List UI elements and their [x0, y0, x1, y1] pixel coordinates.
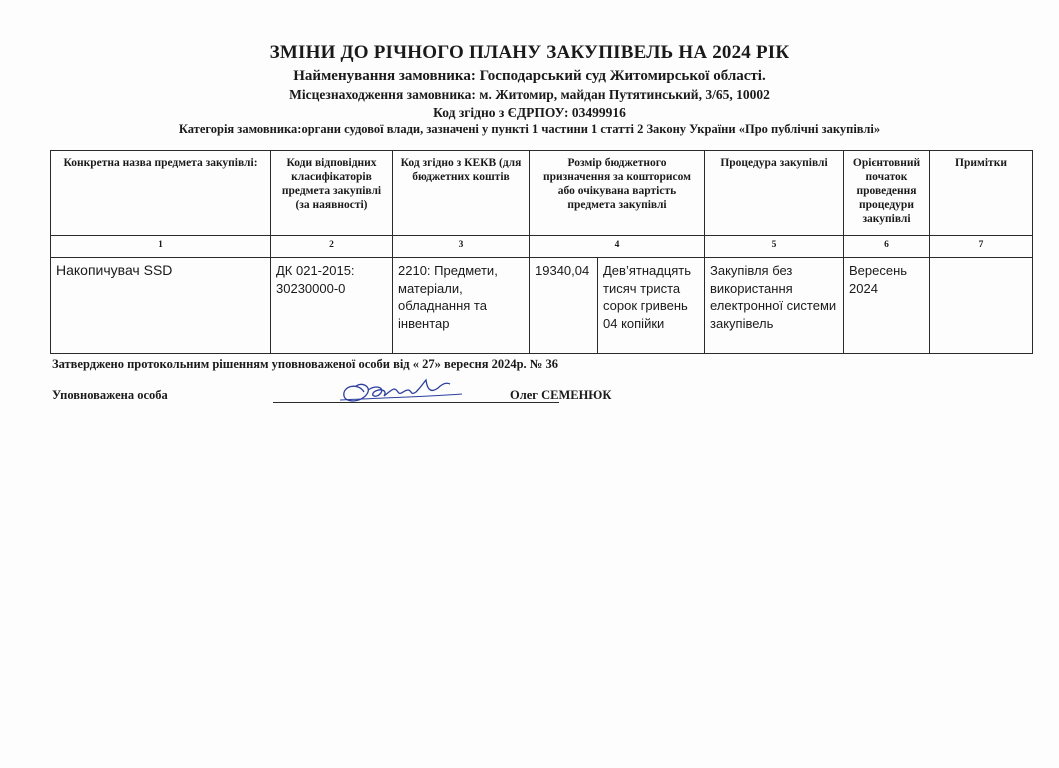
- header-notes: Примітки: [930, 151, 1033, 236]
- cell-procedure: Закупівля без використання електронної системи закупівель: [705, 258, 844, 354]
- signature-stroke: [340, 394, 462, 400]
- cell-amount: 19340,04: [530, 258, 598, 354]
- column-number: 3: [393, 236, 530, 258]
- cell-item-name: Накопичувач SSD: [51, 258, 271, 354]
- cell-classifier: ДК 021-2015: 30230000-0: [271, 258, 393, 354]
- column-number: 7: [930, 236, 1033, 258]
- edrpou-code: Код згідно з ЄДРПОУ: 03499916: [433, 105, 626, 120]
- signatory-label: Уповноважена особа: [52, 388, 168, 402]
- cell-notes: [930, 258, 1033, 354]
- column-number: 5: [705, 236, 844, 258]
- approval-statement: Затверджено протокольним рішенням уповноваженої особи від « 27» вересня 2024р. № 36: [52, 357, 558, 371]
- header-kekv-code: Код згідно з КЕКВ (для бюджетних коштів: [393, 151, 530, 236]
- signatory-name: Олег СЕМЕНЮК: [510, 388, 612, 402]
- cell-kekv: 2210: Предмети, матеріали, обладнання та інвентар: [393, 258, 530, 354]
- customer-name: Найменування замовника: Господарський суд Житомирської області.: [293, 68, 766, 84]
- column-number-row: [51, 236, 1033, 258]
- procurement-table: [50, 150, 1033, 354]
- header-classifier-codes: Коди відповідних класифікаторів предмета закупівлі (за наявності): [271, 151, 393, 236]
- column-number: 1: [51, 236, 271, 258]
- signature-block: [52, 388, 752, 408]
- header-start-date: Орієнтовний початок проведення процедури закупівлі: [844, 151, 930, 236]
- column-number: 6: [844, 236, 930, 258]
- document-title: ЗМІНИ ДО РІЧНОГО ПЛАНУ ЗАКУПІВЕЛЬ НА 2024 РІК: [269, 42, 790, 63]
- handwritten-signature: [334, 378, 474, 408]
- column-number: 2: [271, 236, 393, 258]
- customer-location: Місцезнаходження замовника: м. Житомир, майдан Путятинський, 3/65, 10002: [289, 87, 770, 102]
- signature-stroke: [368, 380, 450, 396]
- cell-start-date: Вересень 2024: [844, 258, 930, 354]
- header-item-name: Конкретна назва предмета закупівлі:: [51, 151, 271, 236]
- table-row: [51, 258, 1033, 354]
- table-header-row: [51, 151, 1033, 236]
- header-budget-amount: Розмір бюджетного призначення за кошторисом або очікувана вартість предмета закупівлі: [530, 151, 705, 236]
- header-procedure: Процедура закупівлі: [705, 151, 844, 236]
- column-number: 4: [530, 236, 705, 258]
- customer-category: Категорія замовника:органи судової влади, зазначені у пункті 1 частини 1 статті 2 Закону України «Про публічні закупівлі»: [178, 122, 881, 136]
- cell-amount-words: Дев’ятнадцять тисяч триста сорок гривень 04 копійки: [598, 258, 705, 354]
